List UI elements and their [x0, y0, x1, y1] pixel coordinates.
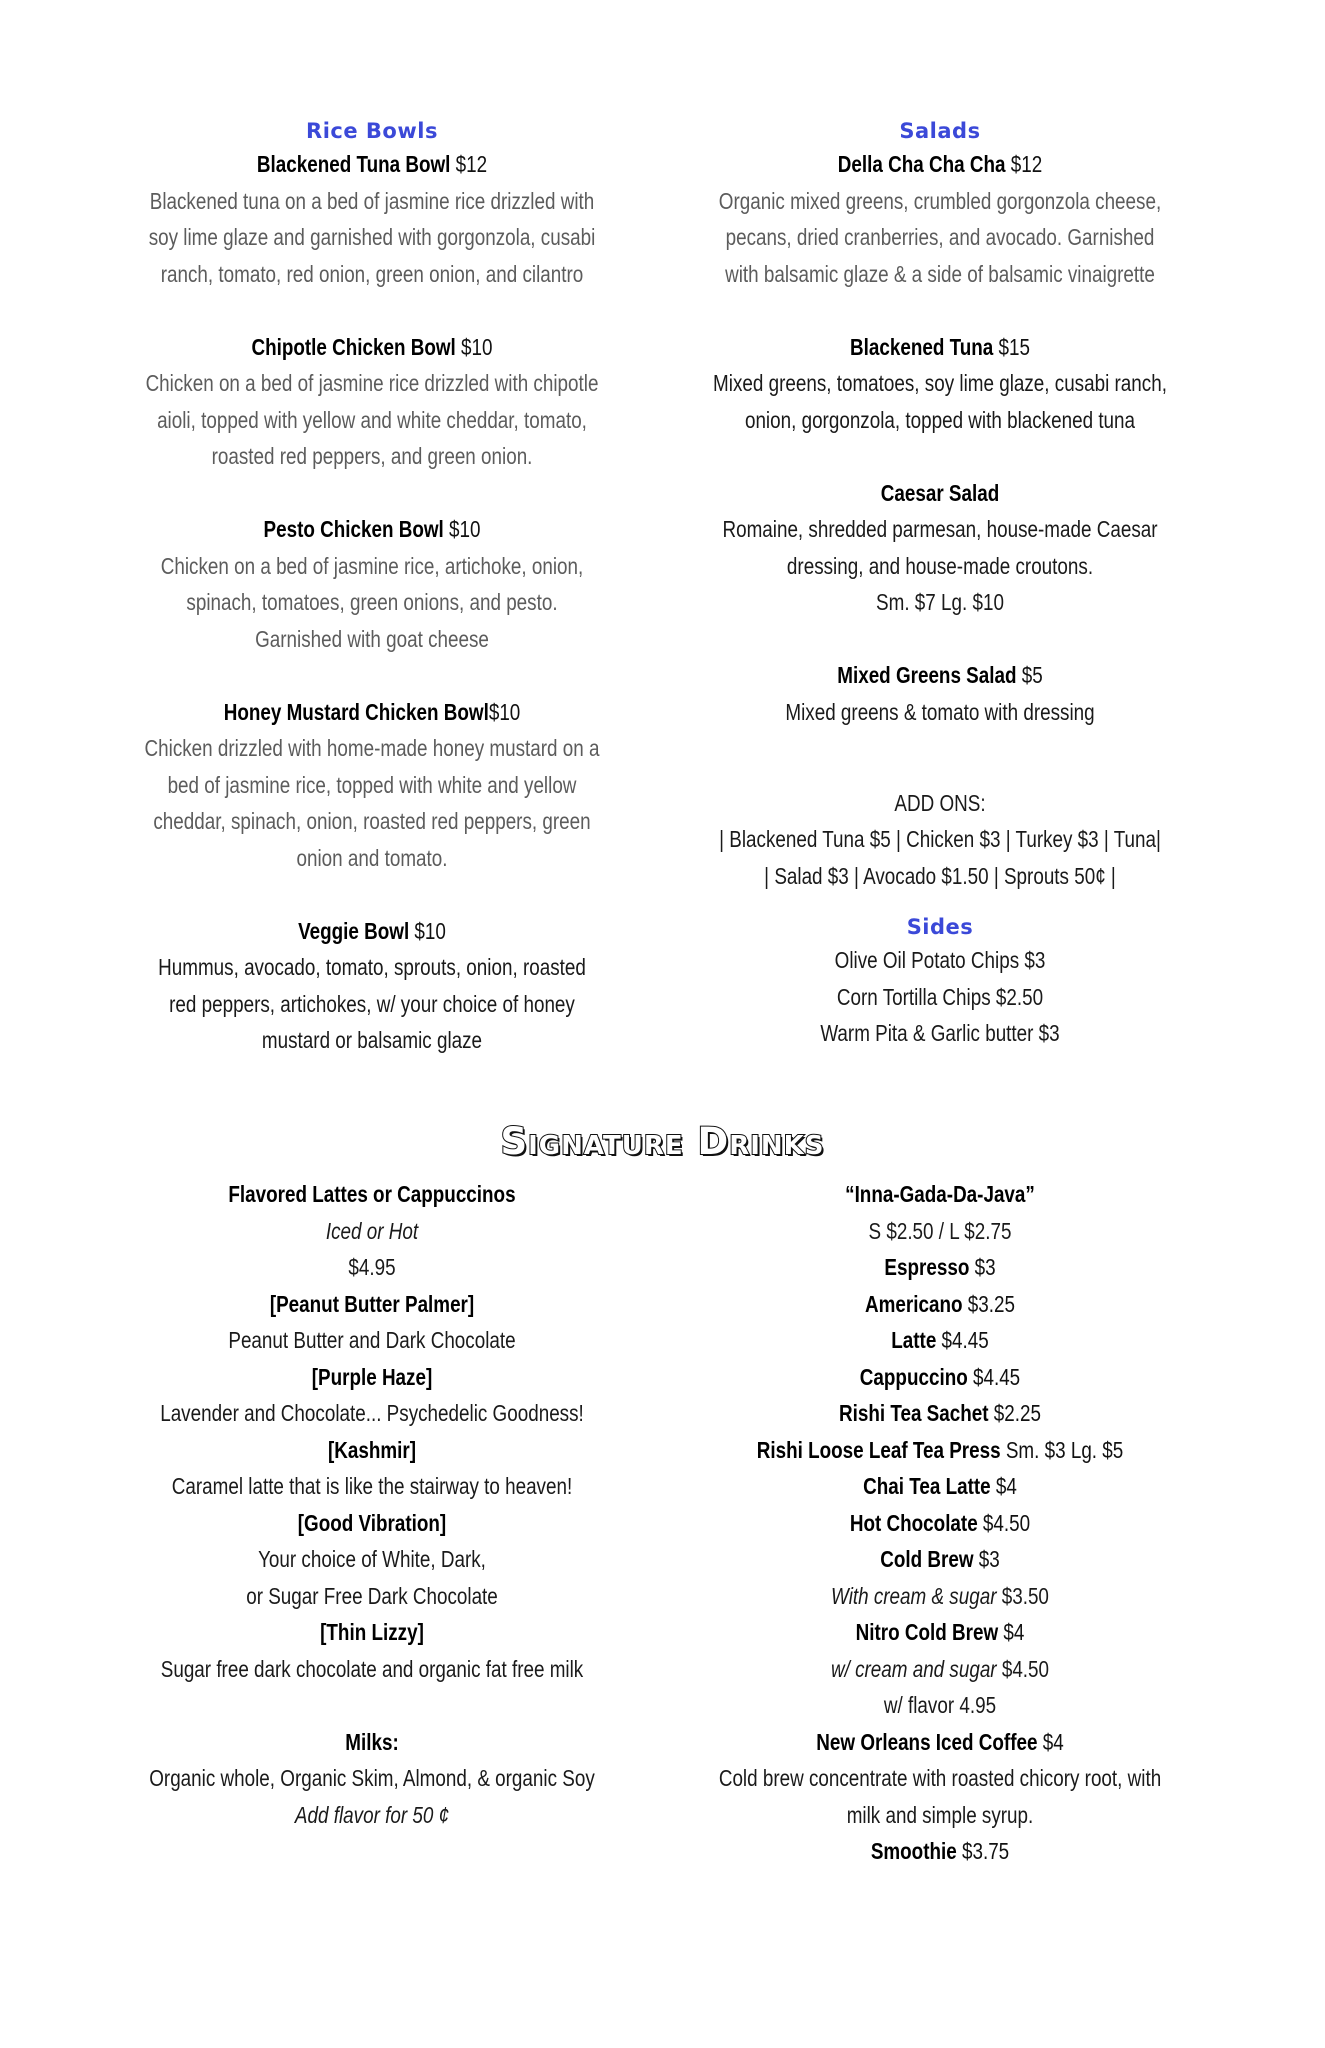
drink-name: Hot Chocolate — [849, 1509, 978, 1536]
flavor-desc: or Sugar Free Dark Chocolate — [246, 1582, 498, 1609]
signature-drinks-title: Signature Drinks — [500, 1120, 825, 1163]
flavor-desc: Your choice of White, Dark, — [258, 1546, 486, 1572]
flavor-desc: Lavender and Chocolate... Psychedelic Goodness! — [160, 1400, 584, 1426]
add-ons — [650, 785, 1230, 895]
item-price: $12 — [1005, 151, 1043, 177]
lattes-section — [72, 1176, 672, 1833]
item-desc: Romaine, shredded parmesan, house-made Caesar — [722, 516, 1158, 542]
item-price: $10 — [409, 917, 446, 944]
drink-price: $2.25 — [988, 1400, 1041, 1426]
drink-name: Latte — [891, 1327, 937, 1353]
drink-price: $4 — [1037, 1728, 1064, 1755]
drink-price: $4.45 — [967, 1363, 1021, 1390]
drink-desc: Cold brew concentrate with roasted chicory root, with — [718, 1765, 1162, 1791]
drink-name: Cold Brew — [880, 1546, 974, 1572]
item-desc: onion, gorgonzola, topped with blackened tuna — [744, 406, 1136, 433]
item-price: $15 — [993, 333, 1030, 360]
drink-price: $4 — [990, 1473, 1017, 1499]
flavor-desc: Peanut Butter and Dark Chocolate — [228, 1327, 516, 1353]
item-price: $12 — [450, 151, 488, 177]
drink-note: w/ flavor 4.95 — [883, 1692, 997, 1718]
item-desc: soy lime glaze and garnished with gorgonzola, cusabi — [148, 224, 596, 250]
side-item: Warm Pita & Garlic butter $3 — [820, 1020, 1060, 1046]
drink-name: Cappuccino — [859, 1363, 968, 1390]
side-item: Corn Tortilla Chips $2.50 — [836, 983, 1044, 1010]
rice-bowls-title: Rice Bowls — [306, 119, 438, 143]
side-item: Olive Oil Potato Chips $3 — [834, 947, 1046, 973]
item-subtitle: Iced or Hot — [325, 1217, 419, 1244]
sides-title: Sides — [906, 915, 974, 939]
item-desc: dressing, and house-made croutons. — [786, 552, 1094, 579]
drink-name: Americano — [865, 1290, 963, 1317]
rice-bowls-section — [72, 116, 672, 1059]
drink-note-price: $3.50 — [996, 1582, 1049, 1609]
item-desc: Sm. $7 Lg. $10 — [876, 589, 1004, 615]
drink-price: $3 — [969, 1254, 996, 1280]
item-desc: Chicken on a bed of jasmine rice, artichoke, onion, — [160, 552, 584, 579]
item-desc: Chicken drizzled with home-made honey mustard on a — [144, 735, 600, 761]
menu-item — [72, 694, 672, 877]
flavor-name: [Good Vibration] — [297, 1509, 447, 1536]
menu-item — [650, 475, 1230, 621]
item-desc: Organic mixed greens, crumbled gorgonzola cheese, — [718, 187, 1162, 214]
item-desc: aioli, topped with yellow and white cheddar, tomato, — [157, 406, 587, 433]
drink-price: $4 — [998, 1619, 1025, 1645]
drink-price: $3 — [973, 1546, 1000, 1572]
drink-price: $4.45 — [936, 1327, 989, 1353]
coffee-section — [650, 1176, 1230, 1870]
menu-item — [650, 657, 1230, 730]
flavor-desc: Sugar free dark chocolate and organic fat free milk — [160, 1655, 584, 1682]
item-desc: mustard or balsamic glaze — [261, 1027, 483, 1053]
menu-item — [650, 329, 1230, 439]
item-price: $5 — [1016, 662, 1043, 688]
drink-name: Rishi Loose Leaf Tea Press — [756, 1436, 1001, 1463]
item-name: Pesto Chicken Bowl — [263, 516, 444, 542]
item-desc: Hummus, avocado, tomato, sprouts, onion, roasted — [158, 954, 586, 980]
drink-price: $3.75 — [956, 1838, 1010, 1864]
item-name: Blackened Tuna Bowl — [256, 151, 451, 177]
item-desc: with balsamic glaze & a side of balsamic vinaigrette — [725, 260, 1155, 287]
menu-item — [72, 511, 672, 657]
menu-item — [72, 146, 672, 292]
drink-price: $4.50 — [977, 1509, 1031, 1536]
menu-item — [72, 329, 672, 475]
item-name: Chipotle Chicken Bowl — [251, 333, 456, 360]
item-name: Della Cha Cha Cha — [837, 151, 1006, 177]
flavor-name: [Peanut Butter Palmer] — [269, 1290, 475, 1317]
menu-item — [650, 146, 1230, 292]
drink-name: Rishi Tea Sachet — [838, 1400, 989, 1426]
milks-title: Milks: — [345, 1728, 399, 1755]
flavor-name: [Kashmir] — [327, 1436, 417, 1463]
flavor-desc: Caramel latte that is like the stairway to heaven! — [171, 1473, 573, 1499]
drink-name: Smoothie — [870, 1838, 957, 1864]
item-name: “Inna-Gada-Da-Java” — [845, 1181, 1035, 1207]
add-ons-title: ADD ONS: — [894, 789, 986, 816]
item-name: Caesar Salad — [880, 479, 1000, 506]
drink-note: With cream & sugar — [831, 1582, 997, 1609]
item-desc: pecans, dried cranberries, and avocado. Garnished — [725, 224, 1155, 250]
item-desc: bed of jasmine rice, topped with white and yellow — [167, 771, 577, 798]
flavor-name: [Purple Haze] — [311, 1363, 433, 1390]
item-desc: Blackened tuna on a bed of jasmine rice drizzled with — [149, 187, 595, 214]
item-desc: Mixed greens & tomato with dressing — [785, 698, 1095, 725]
drink-name: Nitro Cold Brew — [855, 1619, 999, 1645]
drink-price: Sm. $3 Lg. $5 — [1000, 1436, 1124, 1463]
drink-price: $3.25 — [962, 1290, 1015, 1317]
item-name: Mixed Greens Salad — [837, 662, 1017, 688]
drink-name: Espresso — [884, 1254, 970, 1280]
drink-name: Chai Tea Latte — [863, 1473, 991, 1499]
item-desc: roasted red peppers, and green onion. — [211, 443, 533, 469]
add-ons-line: | Salad $3 | Avocado $1.50 | Sprouts 50¢ | — [764, 862, 1116, 889]
item-desc: Mixed greens, tomatoes, soy lime glaze, cusabi ranch, — [713, 370, 1167, 396]
item-price: $10 — [455, 333, 493, 360]
salads-section — [650, 116, 1230, 1052]
add-ons-line: | Blackened Tuna $5 | Chicken $3 | Turkey $3 | Tuna| — [719, 826, 1161, 852]
menu-item — [72, 913, 672, 1059]
item-desc: onion and tomato. — [296, 844, 448, 871]
item-desc: Garnished with goat cheese — [255, 625, 489, 652]
item-desc: Chicken on a bed of jasmine rice drizzled with chipotle — [145, 370, 599, 396]
item-name: Flavored Lattes or Cappuccinos — [228, 1181, 516, 1207]
item-price: $10 — [488, 698, 521, 725]
item-price: $10 — [443, 516, 481, 542]
drink-note-price: $4.50 — [996, 1655, 1050, 1682]
item-name: Veggie Bowl — [298, 917, 410, 944]
sides-section — [650, 912, 1230, 1052]
milks-note: Add flavor for 50 ¢ — [294, 1801, 450, 1828]
drink-name: New Orleans Iced Coffee — [816, 1728, 1038, 1755]
milks-desc: Organic whole, Organic Skim, Almond, & organic Soy — [149, 1765, 595, 1791]
item-name: Blackened Tuna — [850, 333, 994, 360]
item-desc: red peppers, artichokes, w/ your choice of honey — [169, 990, 575, 1017]
flavor-name: [Thin Lizzy] — [320, 1619, 424, 1645]
item-desc: cheddar, spinach, onion, roasted red peppers, green — [153, 808, 591, 834]
item-price: S $2.50 / L $2.75 — [868, 1217, 1012, 1244]
item-desc: spinach, tomatoes, green onions, and pesto. — [186, 589, 558, 615]
salads-title: Salads — [899, 119, 981, 143]
item-name: Honey Mustard Chicken Bowl — [223, 698, 489, 725]
drink-note: w/ cream and sugar — [830, 1655, 997, 1682]
item-price: $4.95 — [348, 1254, 396, 1280]
drink-desc: milk and simple syrup. — [846, 1801, 1034, 1828]
item-desc: ranch, tomato, red onion, green onion, and cilantro — [160, 260, 584, 287]
